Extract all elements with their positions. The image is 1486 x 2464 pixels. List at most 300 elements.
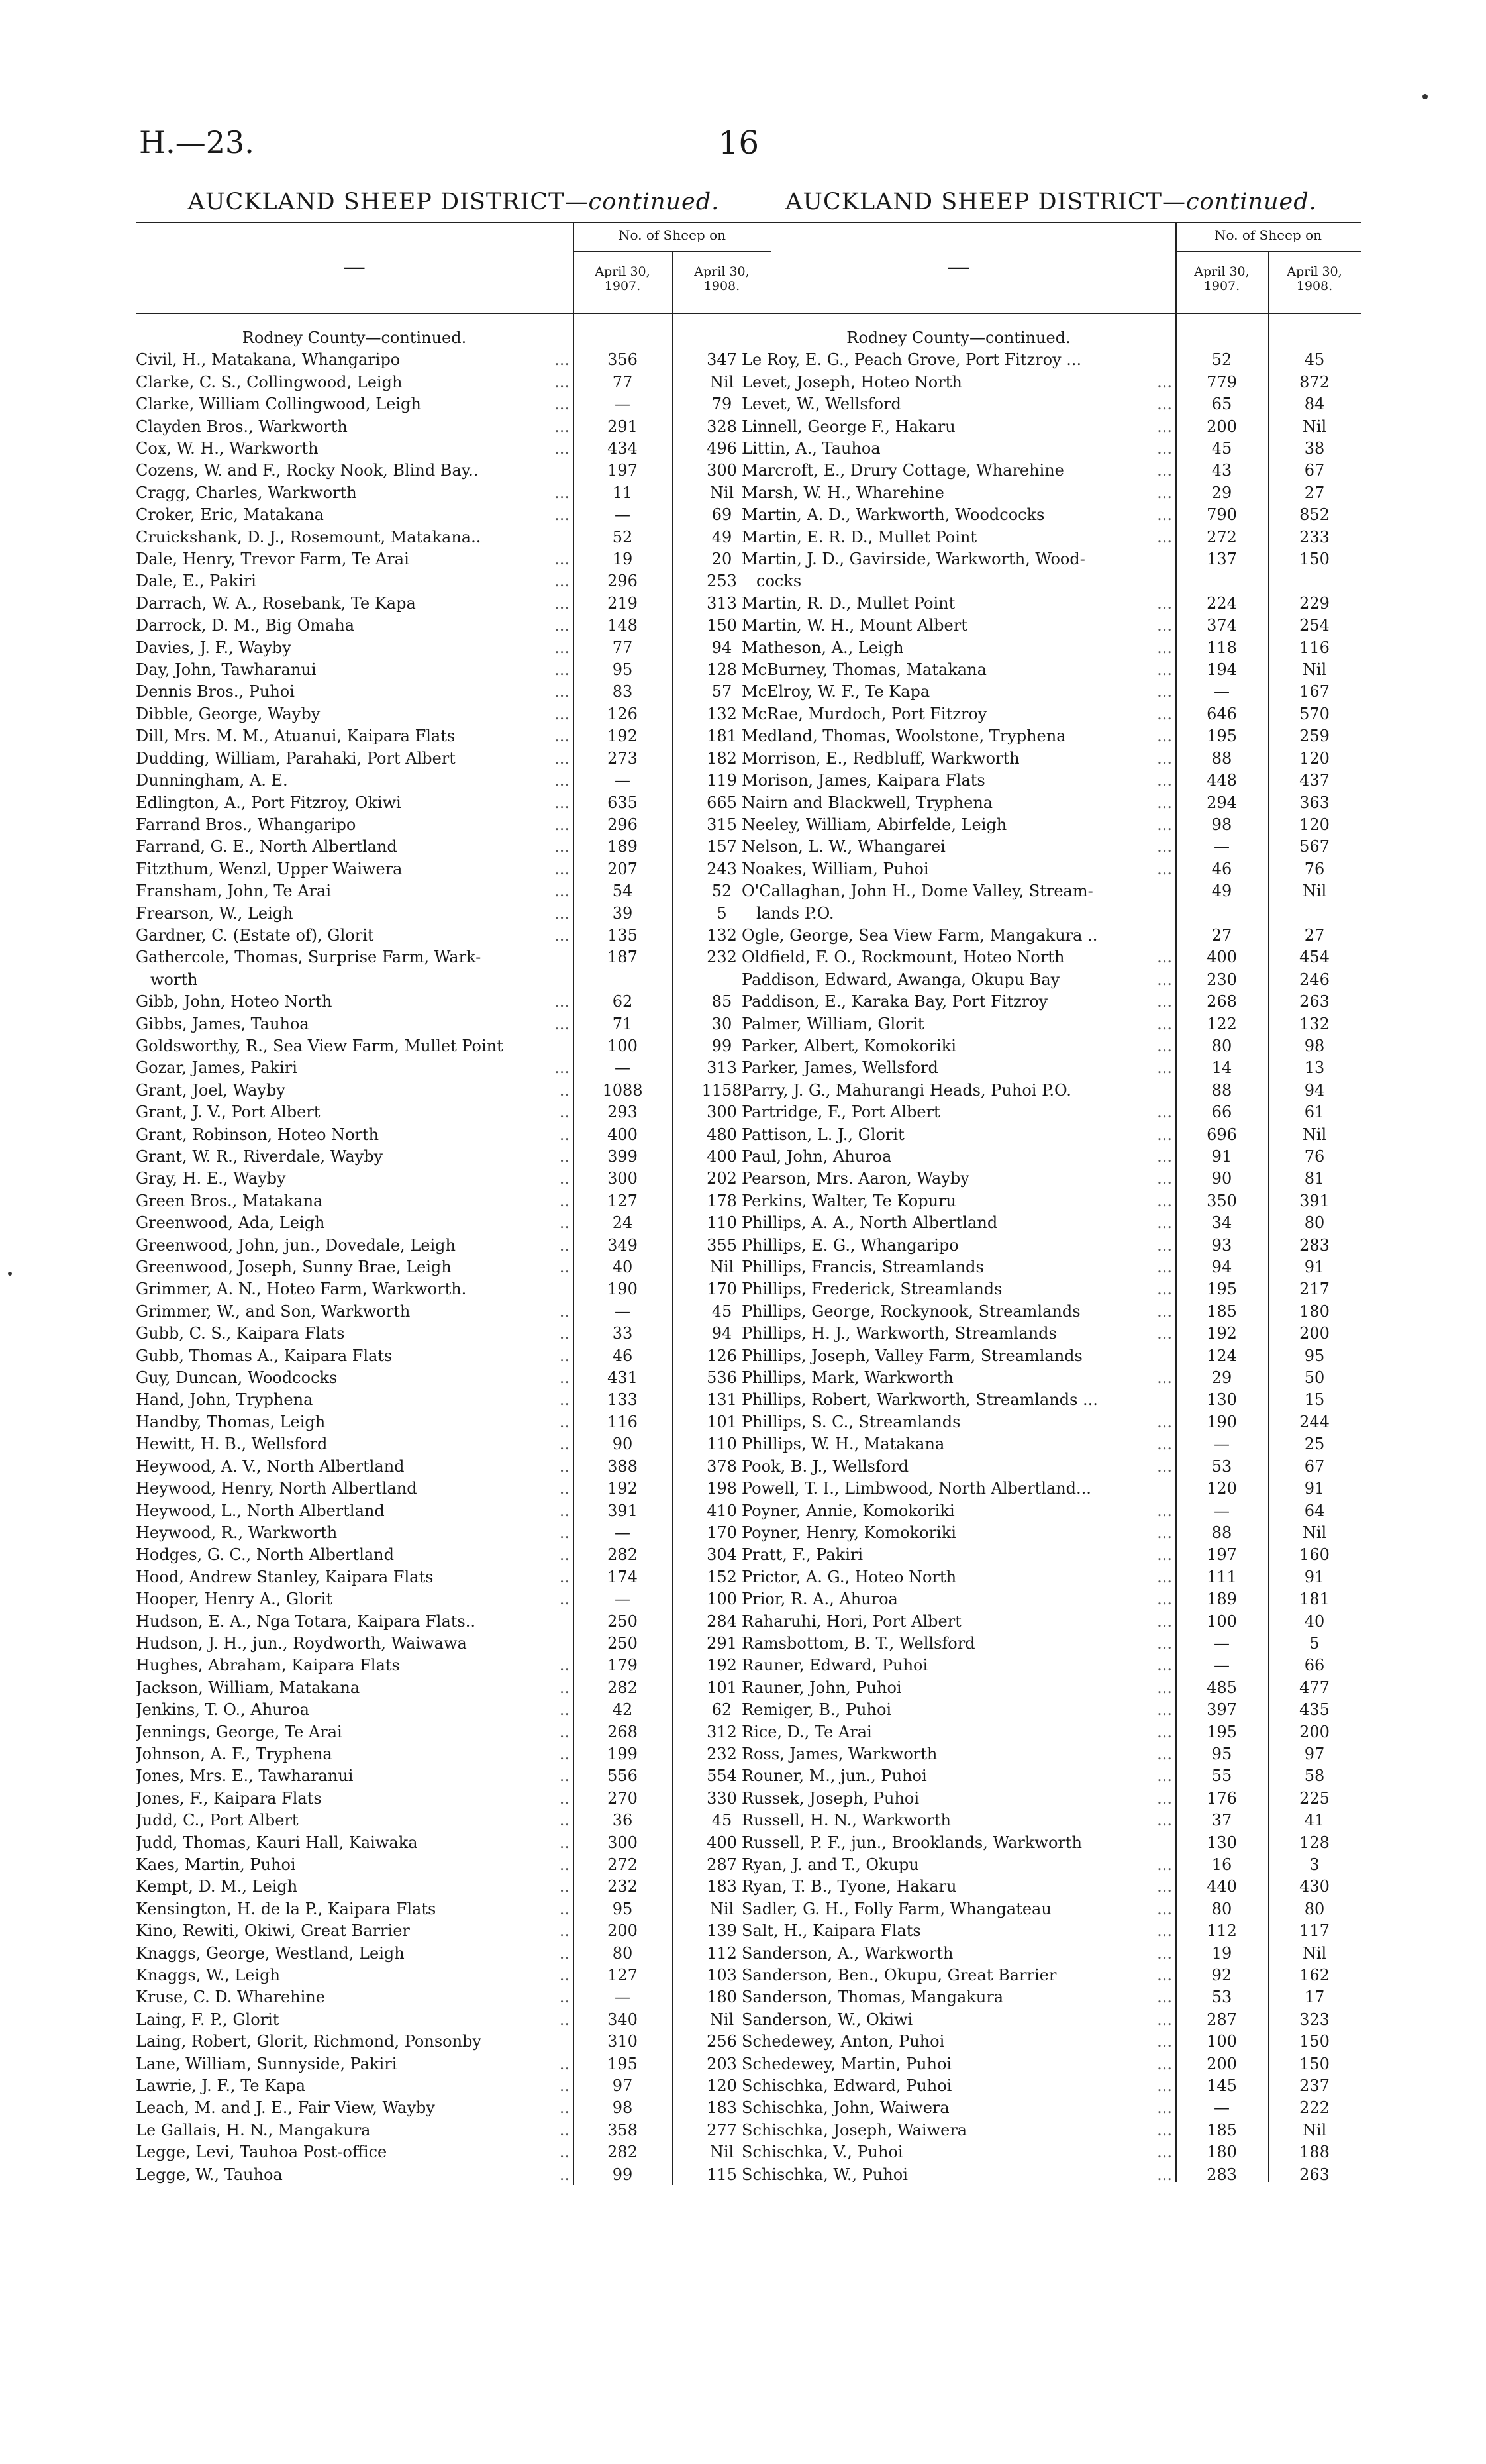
header-divider — [1268, 251, 1269, 313]
sheep-1908: 237 — [1299, 2077, 1330, 2096]
leader-dots: ... — [1157, 1656, 1172, 1675]
owner-name: Fransham, John, Te Arai — [136, 882, 331, 901]
owner-name: Gozar, James, Pakiri — [136, 1058, 297, 1078]
owner-name: Littin, A., Tauhoa — [742, 439, 881, 458]
owner-name: Heywood, L., North Albertland — [136, 1501, 385, 1520]
leader-dots: ... — [1157, 2054, 1172, 2073]
sheep-1908: Nil — [709, 2010, 734, 2029]
sheep-1907: 189 — [1207, 1590, 1237, 1609]
sheep-1907: 192 — [607, 1479, 638, 1498]
sheep-1908: 45 — [711, 1302, 732, 1321]
leader-dots: ... — [1157, 1457, 1172, 1476]
sheep-1908: 62 — [711, 1700, 732, 1720]
leader-dots: ... — [1157, 1191, 1172, 1210]
leader-dots: .. — [559, 2165, 570, 2184]
table-row — [136, 1124, 771, 1146]
sheep-1908: Nil — [1302, 1523, 1327, 1542]
sheep-1908: 61 — [1304, 1103, 1325, 1122]
leader-dots: ... — [554, 572, 570, 591]
owner-name: Nelson, L. W., Whangarei — [742, 837, 946, 856]
sheep-1907: 24 — [612, 1213, 633, 1233]
table-row — [136, 1168, 771, 1190]
header-group-label: No. of Sheep on — [618, 227, 726, 243]
leader-dots: ... — [1157, 2120, 1172, 2139]
sheep-1908: 126 — [707, 1346, 737, 1365]
sheep-1908: Nil — [1302, 660, 1327, 680]
owner-name: Cozens, W. and F., Rocky Nook, Blind Bay.. — [136, 461, 479, 480]
leader-dots: .. — [559, 1435, 570, 1454]
left-column — [136, 189, 771, 2186]
sheep-1908: 98 — [1304, 1036, 1325, 1055]
sheep-1907: 190 — [1207, 1412, 1237, 1431]
owner-name: Hewitt, H. B., Wellsford — [136, 1435, 328, 1454]
sheep-1908: 150 — [1299, 550, 1330, 569]
sheep-1907: 207 — [607, 859, 638, 878]
owner-name: Rice, D., Te Arai — [742, 1722, 872, 1741]
sheep-1908: 254 — [1299, 616, 1330, 635]
sheep-1908: 117 — [1299, 1922, 1330, 1941]
owner-name-continued: cocks — [756, 572, 802, 591]
sheep-1907: 95 — [612, 1899, 633, 1918]
sheep-1908: 253 — [707, 572, 737, 591]
sheep-1908: 243 — [707, 859, 737, 878]
sheep-1908: 347 — [707, 350, 737, 370]
table-row — [136, 1323, 771, 1345]
leader-dots: .. — [559, 1346, 570, 1365]
sheep-1908: 99 — [711, 1036, 732, 1055]
leader-dots: ... — [1157, 2098, 1172, 2118]
owner-name: Remiger, B., Puhoi — [742, 1700, 892, 1720]
owner-name: Hughes, Abraham, Kaipara Flats — [136, 1656, 400, 1675]
sheep-1908: 170 — [707, 1280, 737, 1299]
sheep-1907: 195 — [1207, 1280, 1237, 1299]
table-row — [136, 1898, 771, 1920]
leader-dots: ... — [554, 660, 570, 680]
leader-dots: .. — [559, 1368, 570, 1388]
leader-dots: ... — [1157, 1147, 1172, 1166]
leader-dots: .. — [559, 1767, 570, 1786]
sheep-1908: 477 — [1299, 1678, 1330, 1697]
sheep-1908: 203 — [707, 2054, 737, 2073]
table-row — [136, 1943, 771, 1965]
sheep-1907: — — [615, 505, 630, 525]
sheep-1907: 282 — [607, 1545, 638, 1565]
owner-name: Schischka, W., Puhoi — [742, 2165, 908, 2184]
owner-name: Pattison, L. J., Glorit — [742, 1125, 905, 1144]
sheep-1907: 176 — [1207, 1788, 1237, 1808]
sheep-1907: 126 — [607, 704, 638, 723]
sheep-1907: 127 — [607, 1966, 638, 1985]
table-body — [136, 314, 771, 2186]
sheep-1908: 178 — [707, 1191, 737, 1210]
sheep-1907: 39 — [612, 903, 633, 923]
leader-dots: ... — [1157, 771, 1172, 790]
owner-name: Palmer, William, Glorit — [742, 1014, 924, 1033]
leader-dots: ... — [1157, 1435, 1172, 1454]
sheep-1907: 199 — [607, 1744, 638, 1763]
leader-dots: ... — [1157, 483, 1172, 502]
sheep-1907: 400 — [1207, 948, 1237, 967]
leader-dots: ... — [1157, 1501, 1172, 1520]
leader-dots: ... — [1157, 948, 1172, 967]
table-row — [136, 593, 771, 615]
leader-dots: .. — [559, 1390, 570, 1410]
owner-name: Le Gallais, H. N., Mangakura — [136, 2120, 371, 2139]
sheep-1908: 287 — [707, 1855, 737, 1874]
table-row — [136, 1655, 771, 1676]
owner-name: Handby, Thomas, Leigh — [136, 1412, 326, 1431]
column-title — [742, 189, 1361, 222]
owner-name: Schischka, V., Puhoi — [742, 2143, 903, 2162]
table-header — [136, 222, 771, 314]
sheep-1907: — — [1214, 682, 1230, 701]
owner-name: Martin, A. D., Warkworth, Woodcocks — [742, 505, 1045, 525]
sheep-1907: 95 — [612, 660, 633, 680]
owner-name: Paul, John, Ahuroa — [742, 1147, 892, 1166]
header-dash: — — [947, 254, 970, 280]
leader-dots — [1139, 1832, 1172, 1854]
leader-dots: ... — [554, 704, 570, 723]
owner-name: Phillips, Robert, Warkworth, Streamlands ... — [742, 1390, 1098, 1410]
sheep-1908: 167 — [1299, 682, 1330, 701]
leader-dots — [536, 2031, 570, 2053]
owner-name: Heywood, R., Warkworth — [136, 1523, 338, 1542]
leader-dots: ... — [1157, 837, 1172, 856]
leader-dots: ... — [1157, 505, 1172, 525]
sheep-1907: 790 — [1207, 505, 1237, 525]
sheep-1908: 150 — [1299, 2032, 1330, 2051]
owner-name: Hudson, E. A., Nga Totara, Kaipara Flats.. — [136, 1612, 475, 1631]
owner-name: Sanderson, W., Okiwi — [742, 2010, 913, 2029]
owner-name: Cragg, Charles, Warkworth — [136, 483, 357, 502]
owner-name: Salt, H., Kaipara Flats — [742, 1922, 921, 1941]
owner-name: Jones, F., Kaipara Flats — [136, 1788, 322, 1808]
sheep-1907: 230 — [1207, 970, 1237, 989]
table-row — [136, 527, 771, 548]
sheep-1907: 192 — [607, 727, 638, 746]
sheep-1908: 200 — [1299, 1722, 1330, 1741]
owner-name: Gibbs, James, Tauhoa — [136, 1014, 309, 1033]
sheep-1908: 852 — [1299, 505, 1330, 525]
sheep-1908: 222 — [1299, 2098, 1330, 2118]
leader-dots: .. — [559, 1235, 570, 1255]
table-row — [136, 2009, 771, 2031]
owner-name: Jenkins, T. O., Ahuroa — [136, 1700, 309, 1720]
leader-dots: .. — [559, 1479, 570, 1498]
owner-name: Dale, Henry, Trevor Farm, Te Arai — [136, 550, 409, 569]
table-row — [136, 637, 771, 659]
table-row — [136, 1367, 771, 1389]
table-row — [136, 659, 771, 681]
leader-dots: ... — [1157, 2077, 1172, 2096]
sheep-1907: 53 — [1211, 1988, 1232, 2007]
leader-dots: ... — [1157, 439, 1172, 458]
sheep-1908: 110 — [707, 1213, 737, 1233]
sheep-1907: 83 — [612, 682, 633, 701]
table-row — [136, 792, 771, 814]
column-rule — [1268, 314, 1269, 2182]
leader-dots: ... — [1157, 1036, 1172, 1055]
sheep-1908: 91 — [1304, 1258, 1325, 1277]
sheep-1907: — — [615, 395, 630, 414]
owner-name: Greenwood, John, jun., Dovedale, Leigh — [136, 1235, 456, 1255]
leader-dots: ... — [1157, 1258, 1172, 1277]
sheep-1908: 192 — [707, 1656, 737, 1675]
table-row — [136, 903, 771, 925]
leader-dots: ... — [1157, 1280, 1172, 1299]
leader-dots: ... — [554, 748, 570, 768]
leader-dots: ... — [1157, 1678, 1172, 1697]
owner-name: Phillips, E. G., Whangaripo — [742, 1235, 959, 1255]
owner-name: Goldsworthy, R., Sea View Farm, Mullet Point — [136, 1036, 503, 1055]
sheep-1908: 76 — [1304, 1147, 1325, 1166]
table-row — [136, 1389, 771, 1411]
sheep-1907: 195 — [607, 2054, 638, 2073]
owner-name: Matheson, A., Leigh — [742, 638, 904, 657]
table-row — [136, 1057, 771, 1079]
sheep-1908: 217 — [1299, 1280, 1330, 1299]
county-heading: Rodney County—continued. — [846, 329, 1071, 347]
leader-dots: ... — [1157, 1767, 1172, 1786]
sheep-1908: Nil — [709, 1258, 734, 1277]
sheep-1907: 194 — [1207, 660, 1237, 680]
sheep-1907: 185 — [1207, 2120, 1237, 2139]
table-row — [136, 349, 771, 371]
sheep-1908: 430 — [1299, 1877, 1330, 1896]
sheep-1907: 88 — [1211, 748, 1232, 768]
sheep-1907: 434 — [607, 439, 638, 458]
sheep-1908: 80 — [1304, 1899, 1325, 1918]
owner-name: Sanderson, Thomas, Mangakura — [742, 1988, 1004, 2007]
leader-dots: ... — [554, 372, 570, 391]
owner-name: Clayden Bros., Warkworth — [136, 417, 348, 436]
owner-name: Hudson, J. H., jun., Roydworth, Waiwawa — [136, 1633, 467, 1653]
owner-name: Civil, H., Matakana, Whangaripo — [136, 350, 401, 370]
leader-dots: ... — [1157, 1633, 1172, 1653]
sheep-1907: 635 — [607, 793, 638, 812]
owner-name: Schedewey, Martin, Puhoi — [742, 2054, 952, 2073]
sheep-1908: 67 — [1304, 461, 1325, 480]
sheep-1908: 132 — [707, 925, 737, 945]
sheep-1907: 1088 — [602, 1080, 643, 1100]
table-row — [136, 1699, 771, 1721]
sheep-1907: 93 — [1211, 1235, 1232, 1255]
sheep-1907: 294 — [1207, 793, 1237, 812]
owner-name: Schedewey, Anton, Puhoi — [742, 2032, 945, 2051]
owner-name: Gathercole, Thomas, Surprise Farm, Wark- — [136, 948, 481, 967]
sheep-1907: 14 — [1211, 1058, 1232, 1078]
leader-dots: .. — [559, 1722, 570, 1741]
sheep-1908: 244 — [1299, 1412, 1330, 1431]
sheep-1908: 312 — [707, 1722, 737, 1741]
sheep-1908: 330 — [707, 1788, 737, 1808]
sheep-1907: — — [1214, 2098, 1230, 2118]
sheep-1908: 263 — [1299, 2165, 1330, 2184]
leader-dots: ... — [1157, 1302, 1172, 1321]
owner-name: Knaggs, W., Leigh — [136, 1966, 280, 1985]
owner-name: Partridge, F., Port Albert — [742, 1103, 940, 1122]
column-title-text: AUCKLAND SHEEP DISTRICT— — [785, 189, 1186, 215]
sheep-1907: 200 — [607, 1922, 638, 1941]
owner-name: Linnell, George F., Hakaru — [742, 417, 956, 436]
owner-name: Cruickshank, D. J., Rosemount, Matakana.. — [136, 527, 481, 546]
owner-name: Phillips, Frederick, Streamlands — [742, 1280, 1003, 1299]
leader-dots: .. — [559, 2098, 570, 2118]
leader-dots: ... — [554, 903, 570, 923]
sheep-1908: 328 — [707, 417, 737, 436]
leader-dots: .. — [559, 2120, 570, 2139]
sheep-1907: 36 — [612, 1811, 633, 1830]
leader-dots: .. — [559, 1523, 570, 1542]
sheep-1907: 250 — [607, 1633, 638, 1653]
sheep-1908: 323 — [1299, 2010, 1330, 2029]
table-row — [136, 482, 771, 504]
owner-name: Phillips, W. H., Matakana — [742, 1435, 945, 1454]
owner-name: Medland, Thomas, Woolstone, Tryphena — [742, 727, 1066, 746]
sheep-1907: — — [1214, 1656, 1230, 1675]
sheep-1908: 91 — [1304, 1479, 1325, 1498]
table-row — [136, 1765, 771, 1787]
leader-dots: .. — [559, 1191, 570, 1210]
sheep-1908: 66 — [1304, 1656, 1325, 1675]
leader-dots — [1139, 925, 1172, 947]
sheep-1908: 110 — [707, 1435, 737, 1454]
sheep-1907: 80 — [1211, 1899, 1232, 1918]
leader-dots: .. — [559, 1966, 570, 1985]
leader-dots: ... — [1157, 1014, 1172, 1033]
sheep-1908: 115 — [707, 2165, 737, 2184]
owner-name: Raharuhi, Hori, Port Albert — [742, 1612, 962, 1631]
leader-dots: ... — [1157, 859, 1172, 878]
owner-name: Judd, C., Port Albert — [136, 1811, 299, 1830]
sheep-1908: 363 — [1299, 793, 1330, 812]
sheep-1908: 198 — [707, 1479, 737, 1498]
owner-name: Laing, Robert, Glorit, Richmond, Ponsonby — [136, 2032, 481, 2051]
sheep-1908: 181 — [1299, 1590, 1330, 1609]
sheep-1908: 291 — [707, 1633, 737, 1653]
sheep-1907: 556 — [607, 1767, 638, 1786]
sheep-1907: 46 — [1211, 859, 1232, 878]
leader-dots: ... — [554, 505, 570, 525]
leader-dots: .. — [559, 1213, 570, 1233]
sheep-1907: 400 — [607, 1125, 638, 1144]
table-row — [136, 991, 771, 1013]
table-row — [136, 2075, 771, 2097]
leader-dots: ... — [1157, 1744, 1172, 1763]
leader-dots — [536, 1633, 570, 1655]
owner-name: Poyner, Annie, Komokoriki — [742, 1501, 955, 1520]
leader-dots: .. — [559, 1877, 570, 1896]
sheep-1907: 179 — [607, 1656, 638, 1675]
sheep-1907: 65 — [1211, 395, 1232, 414]
sheep-1908: 355 — [707, 1235, 737, 1255]
leader-dots: ... — [1157, 2010, 1172, 2029]
leader-dots: ... — [1157, 395, 1172, 414]
table-row — [136, 1278, 771, 1300]
sheep-1908: 315 — [707, 815, 737, 834]
margin-speck — [1422, 94, 1428, 99]
sheep-1908: 313 — [707, 593, 737, 613]
sheep-1907: 100 — [607, 1036, 638, 1055]
owner-name: Dale, E., Pakiri — [136, 572, 256, 591]
sheep-1907: 46 — [612, 1346, 633, 1365]
owner-name: Dibble, George, Wayby — [136, 704, 321, 723]
sheep-1908: 27 — [1304, 925, 1325, 945]
sheep-1908: 45 — [711, 1811, 732, 1830]
sheep-1907: 200 — [1207, 2054, 1237, 2073]
sheep-1907: 272 — [607, 1855, 638, 1874]
owner-name: Parker, James, Wellsford — [742, 1058, 938, 1078]
owner-name: Marsh, W. H., Wharehine — [742, 483, 944, 502]
owner-name: Ramsbottom, B. T., Wellsford — [742, 1633, 975, 1653]
leader-dots: .. — [559, 1080, 570, 1100]
table-row — [136, 1080, 771, 1102]
sheep-1907: 440 — [1207, 1877, 1237, 1896]
sheep-1907: 268 — [1207, 992, 1237, 1011]
owner-name: Pratt, F., Pakiri — [742, 1545, 864, 1565]
table-row — [136, 570, 771, 592]
sheep-1907: 45 — [1211, 439, 1232, 458]
header-divider — [672, 251, 673, 313]
sheep-1907: 124 — [1207, 1346, 1237, 1365]
owner-name: Levet, Joseph, Hoteo North — [742, 372, 962, 391]
leader-dots: .. — [559, 1788, 570, 1808]
leader-dots: .. — [559, 1302, 570, 1321]
table-row — [136, 880, 771, 902]
sheep-1907: 296 — [607, 572, 638, 591]
leader-dots: ... — [1157, 970, 1172, 989]
leader-dots: ... — [1157, 638, 1172, 657]
sheep-1907: — — [1214, 1435, 1230, 1454]
leader-dots: .. — [559, 1744, 570, 1763]
sheep-1907: 250 — [607, 1612, 638, 1631]
table-row — [136, 1965, 771, 1986]
table-row — [136, 1721, 771, 1743]
sheep-1907: 54 — [612, 882, 633, 901]
sheep-1907: 53 — [1211, 1457, 1232, 1476]
owner-name: Sanderson, A., Warkworth — [742, 1943, 954, 1963]
table-row — [136, 1478, 771, 1500]
owner-name: Gubb, Thomas A., Kaipara Flats — [136, 1346, 393, 1365]
sheep-1907: — — [615, 1058, 630, 1078]
leader-dots: .. — [559, 1811, 570, 1830]
table-row — [136, 836, 771, 858]
leader-dots: .. — [559, 1324, 570, 1343]
sheep-1907: 130 — [1207, 1390, 1237, 1410]
table-row — [136, 2031, 771, 2053]
table-row — [136, 1544, 771, 1566]
leader-dots: ... — [1157, 372, 1172, 391]
sheep-1908: 27 — [1304, 483, 1325, 502]
owner-name: Sanderson, Ben., Okupu, Great Barrier — [742, 1966, 1057, 1985]
owner-name: Hand, John, Tryphena — [136, 1390, 313, 1410]
margin-speck — [8, 1272, 12, 1276]
leader-dots: ... — [1157, 2032, 1172, 2051]
sheep-1907: 397 — [1207, 1700, 1237, 1720]
owner-name: Darrach, W. A., Rosebank, Te Kapa — [136, 593, 416, 613]
sheep-1907: 98 — [612, 2098, 633, 2118]
county-heading: Rodney County—continued. — [242, 329, 467, 347]
table-row — [136, 1588, 771, 1610]
owner-name: Grant, W. R., Riverdale, Wayby — [136, 1147, 383, 1166]
table-row — [136, 814, 771, 836]
sheep-1908: 232 — [707, 1744, 737, 1763]
sheep-1908: 5 — [1309, 1633, 1320, 1653]
sheep-1908: 150 — [1299, 2054, 1330, 2073]
sheep-1907: 111 — [1207, 1567, 1237, 1586]
table-row — [136, 1810, 771, 1831]
leader-dots: ... — [554, 859, 570, 878]
